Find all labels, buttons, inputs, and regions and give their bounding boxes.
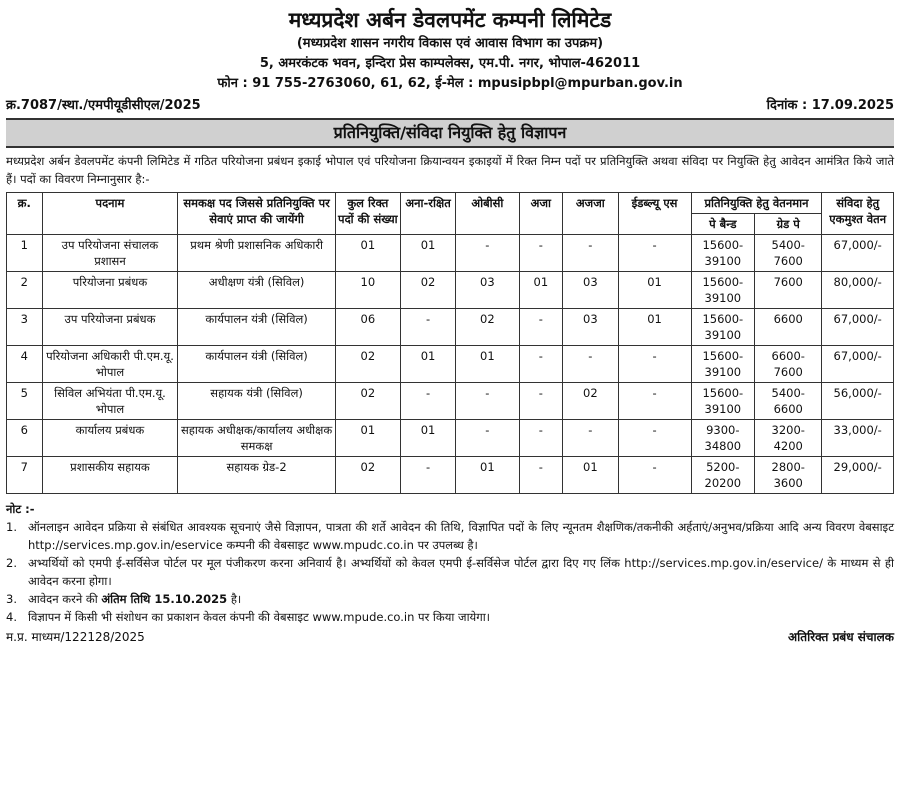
cell-sc: - [519, 383, 563, 420]
cell-ews: 01 [618, 309, 691, 346]
header-contract-pay: संविदा हेतु एकमुश्त वेतन [822, 193, 894, 235]
cell-ews: - [618, 420, 691, 457]
header-st: अजजा [563, 193, 618, 235]
cell-equivalent: अधीक्षण यंत्री (सिविल) [178, 272, 335, 309]
cell-payband: 15600-39100 [691, 383, 755, 420]
cell-sno: 1 [7, 235, 43, 272]
header-sc: अजा [519, 193, 563, 235]
notes-title: नोट :- [6, 502, 35, 516]
cell-sc: - [519, 457, 563, 494]
cell-obc: 02 [456, 309, 519, 346]
table-row [7, 346, 894, 383]
table-row [7, 420, 894, 457]
cell-gradepay: 5400-6600 [755, 383, 822, 420]
cell-ur: 02 [400, 272, 455, 309]
cell-gradepay: 6600-7600 [755, 346, 822, 383]
cell-total: 02 [335, 383, 400, 420]
cell-st: 02 [563, 383, 618, 420]
cell-st: 01 [563, 457, 618, 494]
cell-st: - [563, 235, 618, 272]
header-unreserved: अना-रक्षित [400, 193, 455, 235]
cell-sno: 5 [7, 383, 43, 420]
header-pay-band: पे बैन्ड [691, 214, 755, 235]
advertisement-banner: प्रतिनियुक्ति/संविदा नियुक्ति हेतु विज्ञापन [6, 118, 894, 148]
cell-equivalent: प्रथम श्रेणी प्रशासनिक अधिकारी [178, 235, 335, 272]
cell-ews: - [618, 383, 691, 420]
cell-obc: 01 [456, 346, 519, 383]
note-item [6, 554, 894, 590]
footer [6, 628, 894, 646]
cell-equivalent: कार्यपालन यंत्री (सिविल) [178, 346, 335, 383]
note-item [6, 590, 894, 608]
cell-st: - [563, 346, 618, 383]
cell-sno: 7 [7, 457, 43, 494]
cell-total: 01 [335, 235, 400, 272]
header-total-vacancies: कुल रिक्त पदों की संख्या [335, 193, 400, 235]
cell-contract: 67,000/- [822, 235, 894, 272]
cell-sc: - [519, 235, 563, 272]
cell-payband: 15600-39100 [691, 346, 755, 383]
cell-total: 02 [335, 346, 400, 383]
cell-total: 02 [335, 457, 400, 494]
cell-payband: 9300-34800 [691, 420, 755, 457]
header-equivalent-post: समकक्ष पद जिससे प्रतिनियुक्ति पर सेवाएं प्राप्त की जायेंगी [178, 193, 335, 235]
header-grade-pay: ग्रेड पे [755, 214, 822, 235]
intro-paragraph: मध्यप्रदेश अर्बन डेवलपमेंट कंपनी लिमिटेड में गठित परियोजना प्रबंधन इकाई भोपाल एवं परियोजना क्रियान्वयन इकाइयों में रिक्त निम्न पदों पर प्रतिनियुक्ति अथवा संविदा पर नियुक्ति हेतु आवेदन आमंत्रित किये जाते हैं। पदों का विवरण निम्नानुसार है:- [6, 154, 894, 186]
cell-ews: 01 [618, 272, 691, 309]
table-row [7, 235, 894, 272]
note-item [6, 518, 894, 554]
cell-sc: - [519, 420, 563, 457]
cell-st: - [563, 420, 618, 457]
cell-gradepay: 3200-4200 [755, 420, 822, 457]
note-number: 2. [6, 556, 17, 570]
cell-sno: 4 [7, 346, 43, 383]
reference-row [6, 96, 894, 116]
cell-st: 03 [563, 309, 618, 346]
note-number: 1. [6, 520, 17, 534]
cell-gradepay: 6600 [755, 309, 822, 346]
cell-sno: 2 [7, 272, 43, 309]
cell-obc: - [456, 235, 519, 272]
org-address: 5, अमरकंटक भवन, इन्दिरा प्रेस काम्पलेक्स, एम.पी. नगर, भोपाल-462011 [259, 56, 641, 71]
cell-ur: 01 [400, 346, 455, 383]
cell-ur: - [400, 309, 455, 346]
cell-st: 03 [563, 272, 618, 309]
vacancy-table [6, 192, 894, 494]
cell-sc: 01 [519, 272, 563, 309]
note-text: विज्ञापन में किसी भी संशोधन का प्रकाशन केवल कंपनी की वेबसाइट www.mpude.co.in पर किया जायेगा। [28, 610, 491, 624]
note-item [6, 608, 894, 626]
cell-post: परियोजना अधिकारी पी.एम.यू. भोपाल [42, 346, 178, 383]
cell-post: उप परियोजना संचालक प्रशासन [42, 235, 178, 272]
cell-ur: - [400, 383, 455, 420]
cell-obc: 03 [456, 272, 519, 309]
cell-gradepay: 5400-7600 [755, 235, 822, 272]
cell-total: 06 [335, 309, 400, 346]
cell-contract: 56,000/- [822, 383, 894, 420]
table-row [7, 309, 894, 346]
org-name: मध्यप्रदेश अर्बन डेवलपमेंट कम्पनी लिमिटेड [288, 7, 612, 32]
cell-obc: - [456, 383, 519, 420]
header-sno: क्र. [7, 193, 43, 235]
cell-ur: - [400, 457, 455, 494]
cell-gradepay: 2800-3600 [755, 457, 822, 494]
cell-contract: 67,000/- [822, 346, 894, 383]
cell-sc: - [519, 346, 563, 383]
cell-sno: 3 [7, 309, 43, 346]
cell-post: प्रशासकीय सहायक [42, 457, 178, 494]
note-text [28, 590, 894, 608]
cell-contract: 80,000/- [822, 272, 894, 309]
org-subtitle: (मध्यप्रदेश शासन नगरीय विकास एवं आवास विभाग का उपक्रम) [296, 36, 604, 51]
note-text: अभ्यर्थियों को एमपी ई-सर्विसेज पोर्टल पर मूल पंजीकरण करना अनिवार्य है। अभ्यर्थियों को केवल एमपी ई-सर्विसेज पोर्टल द्वारा दिए गए लिंक http://services.mp.gov.in/eservice/ के माध्यम से ही आवेदन करना होगा। [28, 556, 894, 588]
table-row [7, 383, 894, 420]
reference-number: क्र.7087/स्था./एमपीयूडीसीएल/2025 [6, 98, 201, 113]
cell-contract: 29,000/- [822, 457, 894, 494]
cell-equivalent: सहायक यंत्री (सिविल) [178, 383, 335, 420]
header-post: पदनाम [42, 193, 178, 235]
cell-ur: 01 [400, 235, 455, 272]
note-text-post: है। [227, 592, 242, 606]
note-text: ऑनलाइन आवेदन प्रक्रिया से संबंधित आवश्यक सूचनाएं जैसे विज्ञापन, पात्रता की शर्ते आवेदन की तिथि, विज्ञापित पदों के लिए न्यूनतम शैक्षणिक/तकनीकी अर्हताएं/अनुभव/प्रक्रिया आदि अन्य विवरण वेबसाइट http://services.mp.gov.in/eservice कम्पनी की वेबसाइट www.mpudc.co.in पर उपलब्ध है। [28, 520, 894, 552]
cell-sno: 6 [7, 420, 43, 457]
table-row [7, 457, 894, 494]
header-deputation-pay: प्रतिनियुक्ति हेतु वेतनमान [691, 193, 822, 214]
publication-ref: म.प्र. माध्यम/122128/2025 [6, 630, 145, 644]
cell-contract: 33,000/- [822, 420, 894, 457]
cell-payband: 15600-39100 [691, 309, 755, 346]
cell-ews: - [618, 457, 691, 494]
cell-contract: 67,000/- [822, 309, 894, 346]
cell-post: कार्यालय प्रबंधक [42, 420, 178, 457]
cell-total: 01 [335, 420, 400, 457]
header-ews: ईडब्ल्यू एस [618, 193, 691, 235]
cell-payband: 15600-39100 [691, 272, 755, 309]
cell-post: सिविल अभियंता पी.एम.यू. भोपाल [42, 383, 178, 420]
cell-payband: 15600-39100 [691, 235, 755, 272]
note-number: 4. [6, 610, 17, 624]
signatory: अतिरिक्त प्रबंध संचालक [787, 630, 894, 644]
cell-gradepay: 7600 [755, 272, 822, 309]
note-text-pre: आवेदन करने की [28, 592, 102, 606]
cell-sc: - [519, 309, 563, 346]
cell-payband: 5200-20200 [691, 457, 755, 494]
header-obc: ओबीसी [456, 193, 519, 235]
cell-ews: - [618, 346, 691, 383]
cell-equivalent: कार्यपालन यंत्री (सिविल) [178, 309, 335, 346]
cell-post: उप परियोजना प्रबंधक [42, 309, 178, 346]
table-row [7, 272, 894, 309]
cell-equivalent: सहायक अधीक्षक/कार्यालय अधीक्षक समकक्ष [178, 420, 335, 457]
reference-date: दिनांक : 17.09.2025 [766, 98, 894, 113]
notes-section [6, 500, 894, 626]
cell-ur: 01 [400, 420, 455, 457]
cell-obc: - [456, 420, 519, 457]
cell-ews: - [618, 235, 691, 272]
cell-post: परियोजना प्रबंधक [42, 272, 178, 309]
cell-total: 10 [335, 272, 400, 309]
cell-equivalent: सहायक ग्रेड-2 [178, 457, 335, 494]
cell-obc: 01 [456, 457, 519, 494]
last-date: अंतिम तिथि 15.10.2025 [101, 592, 228, 606]
org-contact: फोन : 91 755-2763060, 61, 62, ई-मेल : mpusipbpl@mpurban.gov.in [217, 76, 683, 91]
note-number: 3. [6, 592, 17, 606]
